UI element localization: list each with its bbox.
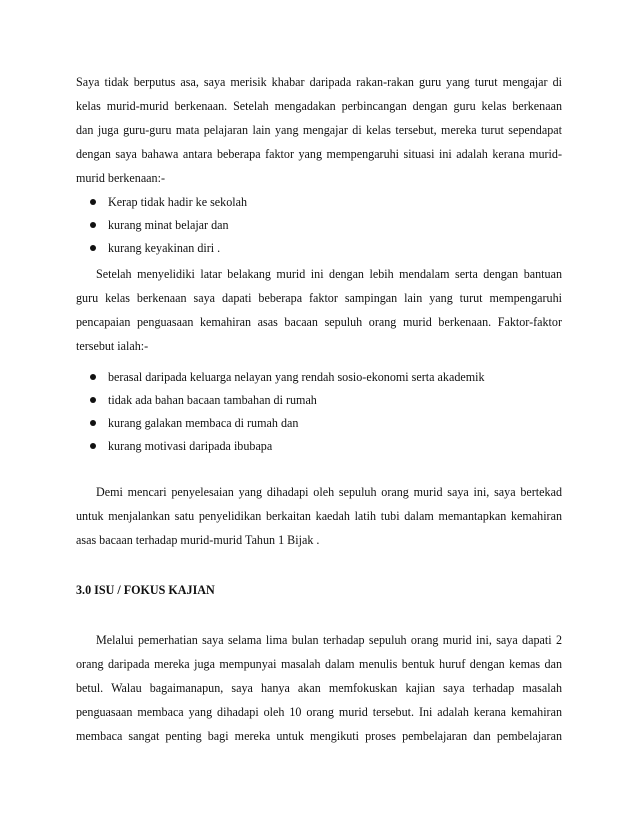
list-item: [90, 214, 560, 237]
list-item: [90, 389, 560, 412]
paragraph-line: dengan saya bahawa antara beberapa faktor yang mempengaruhi situasi ini adalah kerana murid-: [76, 147, 562, 161]
list-item-text: kurang keyakinan diri .: [108, 241, 221, 255]
paragraph-line: kelas murid-murid berkenaan. Setelah mengadakan perbincangan dengan guru kelas berkenaan: [76, 99, 562, 113]
paragraph-line: asas bacaan terhadap murid-murid Tahun 1 Bijak .: [76, 533, 320, 547]
paragraph-line: murid berkenaan:-: [76, 171, 165, 185]
list-item: [90, 366, 560, 389]
list-item: [90, 237, 560, 260]
paragraph-line: orang daripada mereka juga mempunyai masalah dalam menulis bentuk huruf dengan kemas dan: [76, 657, 562, 671]
list-item-text: Kerap tidak hadir ke sekolah: [108, 195, 248, 209]
bullet-icon: [90, 397, 96, 403]
section-heading: 3.0 ISU / FOKUS KAJIAN: [76, 583, 215, 597]
list-item: [90, 412, 560, 435]
bullet-icon: [90, 222, 96, 228]
paragraph-3: [76, 480, 562, 552]
list-item: [90, 435, 560, 458]
paragraph-line: Melalui pemerhatian saya selama lima bulan terhadap sepuluh orang murid ini, saya dapati 2: [96, 633, 562, 647]
paragraph-line: pencapaian penguasaan kemahiran asas bacaan sepuluh orang murid berkenaan. Faktor-faktor: [76, 315, 562, 329]
bullet-list-1: [90, 191, 560, 260]
list-item-text: tidak ada bahan bacaan tambahan di rumah: [108, 393, 317, 407]
paragraph-line: Demi mencari penyelesaian yang dihadapi oleh sepuluh orang murid saya ini, saya bertekad: [96, 485, 562, 499]
list-item-text: berasal daripada keluarga nelayan yang rendah sosio-ekonomi serta akademik: [108, 370, 485, 384]
bullet-icon: [90, 374, 96, 380]
paragraph-line: Setelah menyelidiki latar belakang murid ini dengan lebih mendalam serta dengan bantuan: [96, 267, 562, 281]
paragraph-1: [76, 70, 562, 190]
paragraph-line: guru kelas berkenaan saya dapati beberapa faktor sampingan lain yang turut mempengaruhi: [76, 291, 562, 305]
paragraph-line: dan juga guru-guru mata pelajaran lain yang mengajar di kelas tersebut, mereka turut sependapat: [76, 123, 562, 137]
paragraph-2: [76, 262, 562, 358]
paragraph-line: penguasaan membaca yang dihadapi oleh 10 orang murid tersebut. Ini adalah kerana kemahiran: [76, 705, 562, 719]
list-item-text: kurang galakan membaca di rumah dan: [108, 416, 299, 430]
paragraph-line: Saya tidak berputus asa, saya merisik khabar daripada rakan-rakan guru yang turut mengajar di: [76, 75, 562, 89]
paragraph-4: [76, 628, 562, 748]
list-item-text: kurang motivasi daripada ibubapa: [108, 439, 273, 453]
paragraph-line: membaca sangat penting bagi mereka untuk mengikuti proses pembelajaran dan pembelajaran: [76, 729, 562, 743]
bullet-icon: [90, 245, 96, 251]
paragraph-line: betul. Walau bagaimanapun, saya hanya akan memfokuskan kajian saya terhadap masalah: [76, 681, 562, 695]
bullet-icon: [90, 199, 96, 205]
list-item-text: kurang minat belajar dan: [108, 218, 229, 232]
bullet-icon: [90, 420, 96, 426]
bullet-list-2: [90, 366, 560, 458]
bullet-icon: [90, 443, 96, 449]
paragraph-line: untuk menjalankan satu penyelidikan berkaitan kaedah latih tubi dalam memantapkan kemahiran: [76, 509, 562, 523]
paragraph-line: tersebut ialah:-: [76, 339, 149, 353]
list-item: [90, 191, 560, 214]
